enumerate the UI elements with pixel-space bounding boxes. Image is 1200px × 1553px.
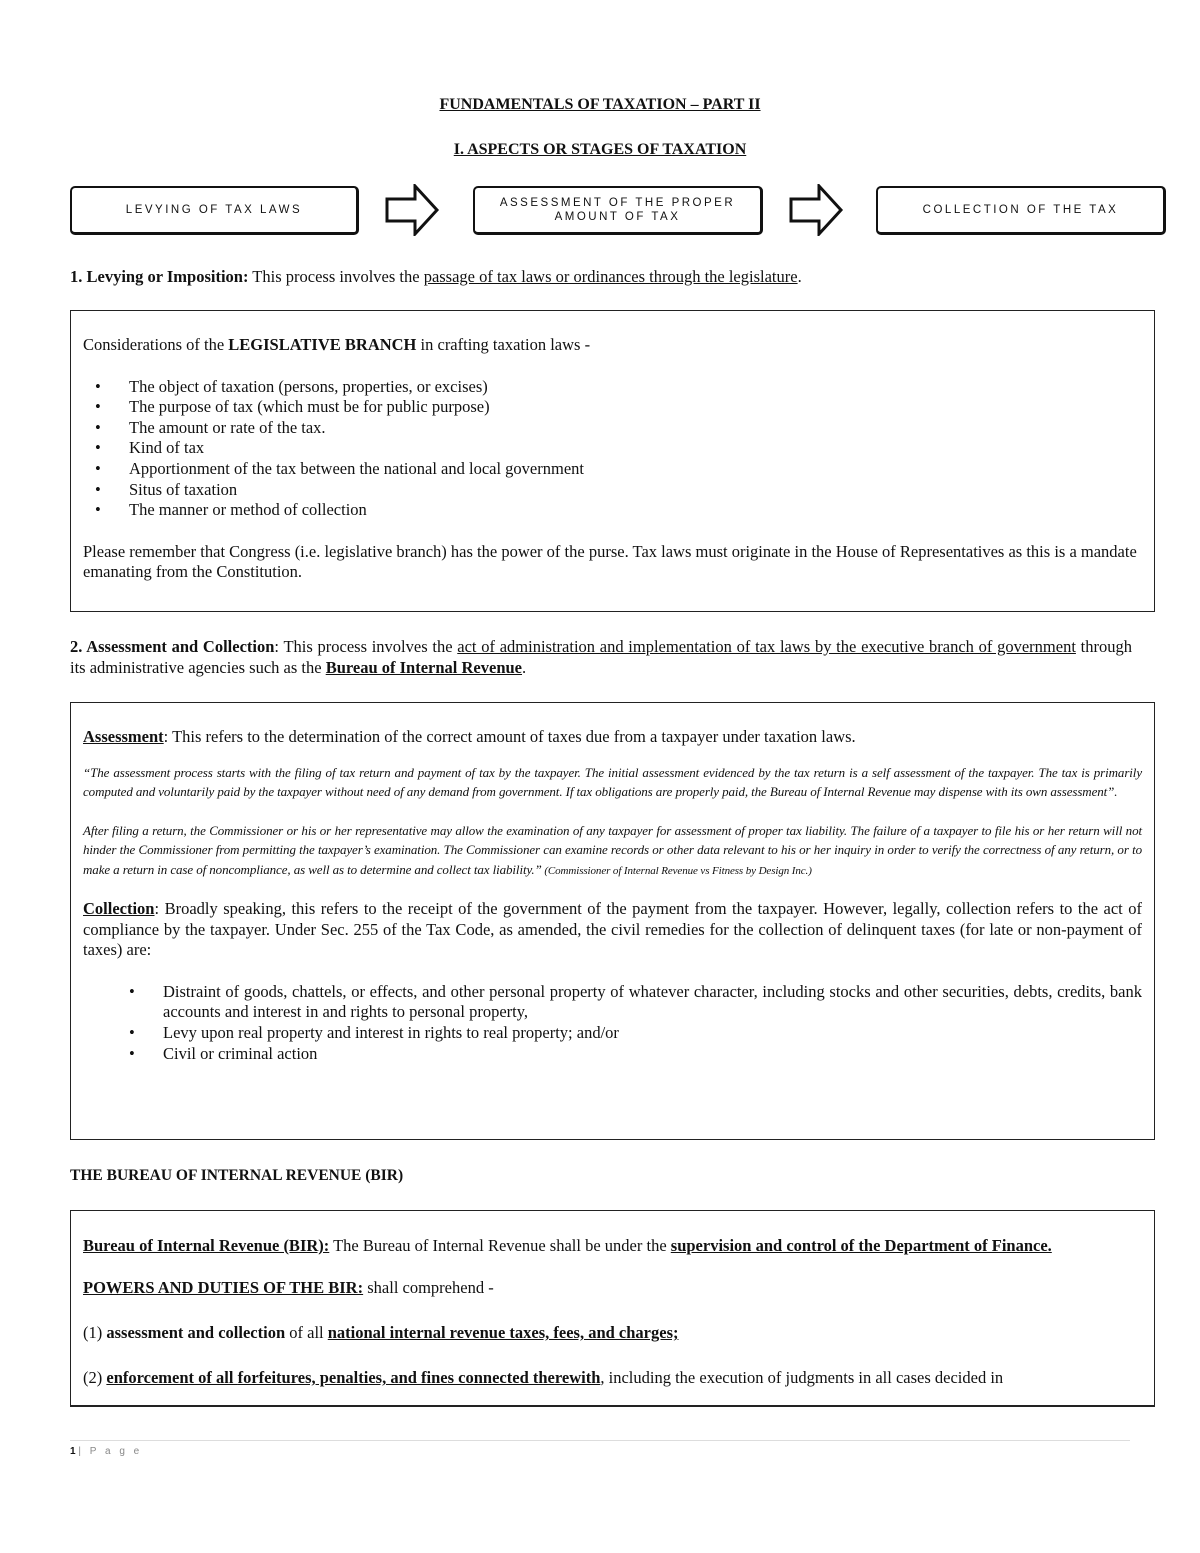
- text-segment: Considerations of the: [83, 335, 229, 354]
- commissioner-quote: [83, 821, 1142, 882]
- assessment-quote: “The assessment process starts with the filing of tax return and payment of tax by the taxpayer. The initial assessment evidenced by the tax return is a self assessment of the taxpayer. The tax is primarily computed and voluntarily paid by the taxpayer without need of any demand from government. If tax obligations are properly paid, the Bureau of Internal Revenue may dispense with its own assessment”.: [83, 764, 1142, 800]
- arrow-right-icon: [385, 184, 441, 236]
- text-segment: : Broadly speaking, this refers to the receipt of the government of the payment from the taxpayer. However, legally, collection refers to the act of compliance by the taxpayer. Under Sec. 255 of the Tax Code, as amended, the civil remedies for the collection of delinquent taxes (for late or non-payment of taxes) are:: [83, 899, 1142, 960]
- remedies-list: [83, 982, 1142, 1064]
- text-segment: : This refers to the determination of the correct amount of taxes due from a taxpayer under taxation laws.: [163, 727, 856, 746]
- stage-levying: LEVYING OF TAX LAWS: [70, 186, 359, 235]
- footer-divider: [70, 1440, 1130, 1441]
- text-segment: through its administrative agencies such as the: [70, 637, 1132, 677]
- list-item: • The amount or rate of the tax.: [117, 418, 1142, 439]
- collection-definition: [83, 899, 1142, 961]
- text-segment: 1. Levying or Imposition:: [70, 267, 249, 286]
- text-segment: .: [522, 658, 527, 677]
- arrow-right-icon: [789, 184, 845, 236]
- assessment-collection-box: [70, 702, 1155, 1140]
- list-item: • Apportionment of the tax between the national and local government: [117, 459, 1142, 480]
- section-2-paragraph: [70, 636, 1132, 678]
- page-footer: [70, 1446, 142, 1457]
- text-segment: .: [797, 267, 802, 286]
- list-item: • Civil or criminal action: [151, 1044, 1142, 1065]
- text-segment: shall comprehend -: [363, 1278, 494, 1297]
- section-1-paragraph: [70, 267, 1160, 287]
- text-segment: This process involves the: [248, 267, 424, 286]
- text-segment: POWERS AND DUTIES OF THE BIR:: [83, 1278, 364, 1297]
- stage-assessment: ASSESSMENT OF THE PROPER AMOUNT OF TAX: [473, 186, 763, 235]
- list-item: • Distraint of goods, chattels, or effects, and other personal property of whatever character, including stocks and other securities, debts, credits, bank accounts and interest in and rights to personal property,: [151, 982, 1142, 1023]
- section-heading: I. ASPECTS OR STAGES OF TAXATION: [453, 141, 747, 158]
- text-segment: , including the execution of judgments in all cases decided in: [600, 1368, 1004, 1387]
- bir-box: [70, 1210, 1155, 1407]
- text-segment: Collection: [83, 899, 155, 919]
- list-item: • Situs of taxation: [117, 480, 1142, 501]
- text-segment: LEGISLATIVE BRANCH: [228, 335, 417, 354]
- legislative-considerations-box: [70, 310, 1155, 612]
- assessment-definition: [83, 727, 1142, 748]
- list-item: • The object of taxation (persons, properties, or excises): [117, 377, 1142, 398]
- text-segment: enforcement of all: [106, 1368, 238, 1387]
- text-segment: Bureau of Internal Revenue (BIR):: [83, 1236, 330, 1255]
- power-1: [83, 1322, 1142, 1343]
- list-item: • Kind of tax: [117, 438, 1142, 459]
- text-segment: The Bureau of Internal Revenue shall be under the: [329, 1236, 671, 1255]
- text-segment: (1): [83, 1323, 107, 1342]
- list-item: • The purpose of tax (which must be for public purpose): [117, 397, 1142, 418]
- bir-heading: THE BUREAU OF INTERNAL REVENUE (BIR): [70, 1167, 404, 1184]
- text-segment: Assessment: [83, 727, 164, 746]
- powers-duties: [83, 1277, 1142, 1298]
- text-segment: assessment and collection: [106, 1323, 286, 1342]
- considerations-intro: [83, 335, 1142, 356]
- text-segment: in crafting taxation laws -: [416, 335, 591, 354]
- stage-collection: COLLECTION OF THE TAX: [876, 186, 1166, 235]
- text-segment: act of administration and implementation of tax laws by the executive branch of government: [457, 637, 1076, 656]
- document-title: FUNDAMENTALS OF TAXATION – PART II: [439, 96, 761, 113]
- power-2: [83, 1367, 1142, 1388]
- text-segment: After filing a return, the Commissioner or his or her representative may allow the examination of any taxpayer for assessment of proper tax liability. The failure of a taxpayer to file his or her return will not hinder the Commissioner from permitting the taxpayer’s examination. The Commissioner can examine records or other data relevant to his or her inquiry in order to verify the correctness of any return, or to make a return in case of noncompliance, as well as to determine and collect tax liability.”: [83, 822, 1142, 877]
- text-segment: forfeitures, penalties, and fines connected therewith: [237, 1368, 601, 1387]
- text-segment: : This process involves the: [274, 637, 458, 656]
- text-segment: (Commissioner of Internal Revenue vs Fitness by Design Inc.): [541, 864, 812, 877]
- text-segment: Bureau of Internal Revenue: [325, 658, 523, 677]
- list-item: • The manner or method of collection: [117, 500, 1142, 521]
- text-segment: (2): [83, 1368, 107, 1387]
- congress-note: Please remember that Congress (i.e. legislative branch) has the power of the purse. Tax laws must originate in the House of Representatives as this is a mandate emanating from the Constitution.: [83, 541, 1137, 582]
- text-segment: passage of tax laws or ordinances through the legislature: [423, 267, 798, 286]
- bir-definition: [83, 1235, 1142, 1256]
- text-segment: national internal revenue taxes, fees, and charges;: [327, 1323, 679, 1342]
- text-segment: of all: [285, 1323, 328, 1342]
- text-segment: 2. Assessment and Collection: [70, 637, 275, 656]
- list-item: • Levy upon real property and interest in rights to real property; and/or: [151, 1023, 1142, 1044]
- page-number: 1: [70, 1446, 76, 1457]
- considerations-list: [83, 377, 1142, 521]
- text-segment: supervision and control of the Department of Finance.: [670, 1236, 1052, 1255]
- page-label: | P a g e: [78, 1446, 143, 1457]
